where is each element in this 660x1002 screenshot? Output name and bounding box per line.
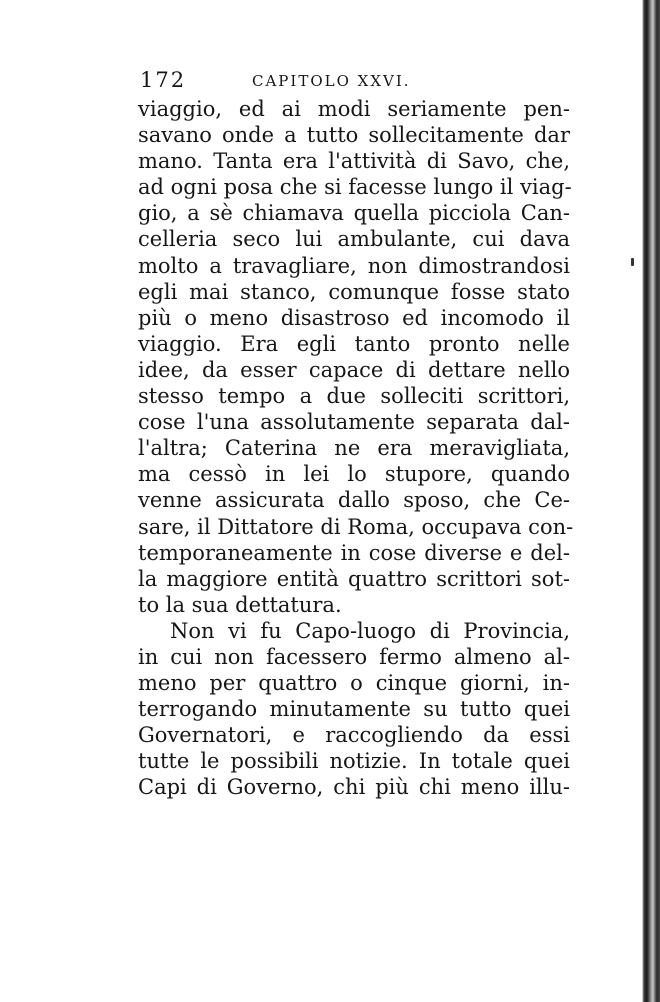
page-header: [140, 68, 580, 98]
paragraph-start-line: Non vi fu Capo-luogo di Provincia,: [170, 618, 570, 643]
text-line: savano onde a tutto sollecitamente dar: [138, 123, 570, 148]
page-edge-binding: [638, 0, 660, 1002]
text-line: viaggio, ed ai modi seriamente pen-: [138, 97, 570, 121]
text-line: molto a travagliare, non dimostrandosi: [138, 253, 570, 278]
text-line: mano. Tanta era l'attività di Savo, che,: [138, 149, 570, 174]
text-line: più o meno disastroso ed incomodo il: [138, 305, 570, 330]
text-line: ad ogni posa che si facesse lungo il viag-: [138, 175, 572, 200]
text-line: Capi di Governo, chi più chi meno illu-: [138, 775, 570, 800]
text-line: l'altra; Caterina ne era meravigliata,: [138, 436, 570, 461]
paragraph-end-line: to la sua dettatura.: [138, 592, 342, 617]
text-line: la maggiore entità quattro scrittori sot-: [138, 566, 570, 591]
text-line: cose l'una assolutamente separata dal-: [138, 410, 570, 435]
text-line: tutte le possibili notizie. In totale quei: [138, 749, 570, 774]
page-number: 172: [140, 68, 187, 92]
body-text: [138, 96, 574, 801]
text-line: sare, il Dittatore di Roma, occupava con-: [138, 514, 574, 539]
text-line: meno per quattro o cinque giorni, in-: [138, 671, 570, 696]
text-line: ma cessò in lei lo stupore, quando: [138, 462, 570, 487]
text-line: stesso tempo a due solleciti scrittori,: [138, 384, 570, 409]
text-line: in cui non facessero fermo almeno al-: [138, 644, 570, 669]
text-line: temporaneamente in cose diverse e del-: [138, 540, 570, 565]
running-head: CAPITOLO XXVI.: [252, 72, 411, 90]
page-edge-mark: [631, 258, 634, 266]
text-line: Governatori, e raccogliendo da essi: [138, 723, 570, 748]
text-line: gio, a sè chiamava quella picciola Can-: [138, 201, 570, 226]
text-line: viaggio. Era egli tanto pronto nelle: [138, 331, 570, 356]
text-line: terrogando minutamente su tutto quei: [138, 697, 570, 722]
text-line: idee, da esser capace di dettare nello: [138, 357, 570, 382]
text-line: celleria seco lui ambulante, cui dava: [138, 227, 570, 252]
text-line: egli mai stanco, comunque fosse stato: [138, 279, 570, 304]
text-line: venne assicurata dallo sposo, che Ce-: [138, 488, 570, 513]
